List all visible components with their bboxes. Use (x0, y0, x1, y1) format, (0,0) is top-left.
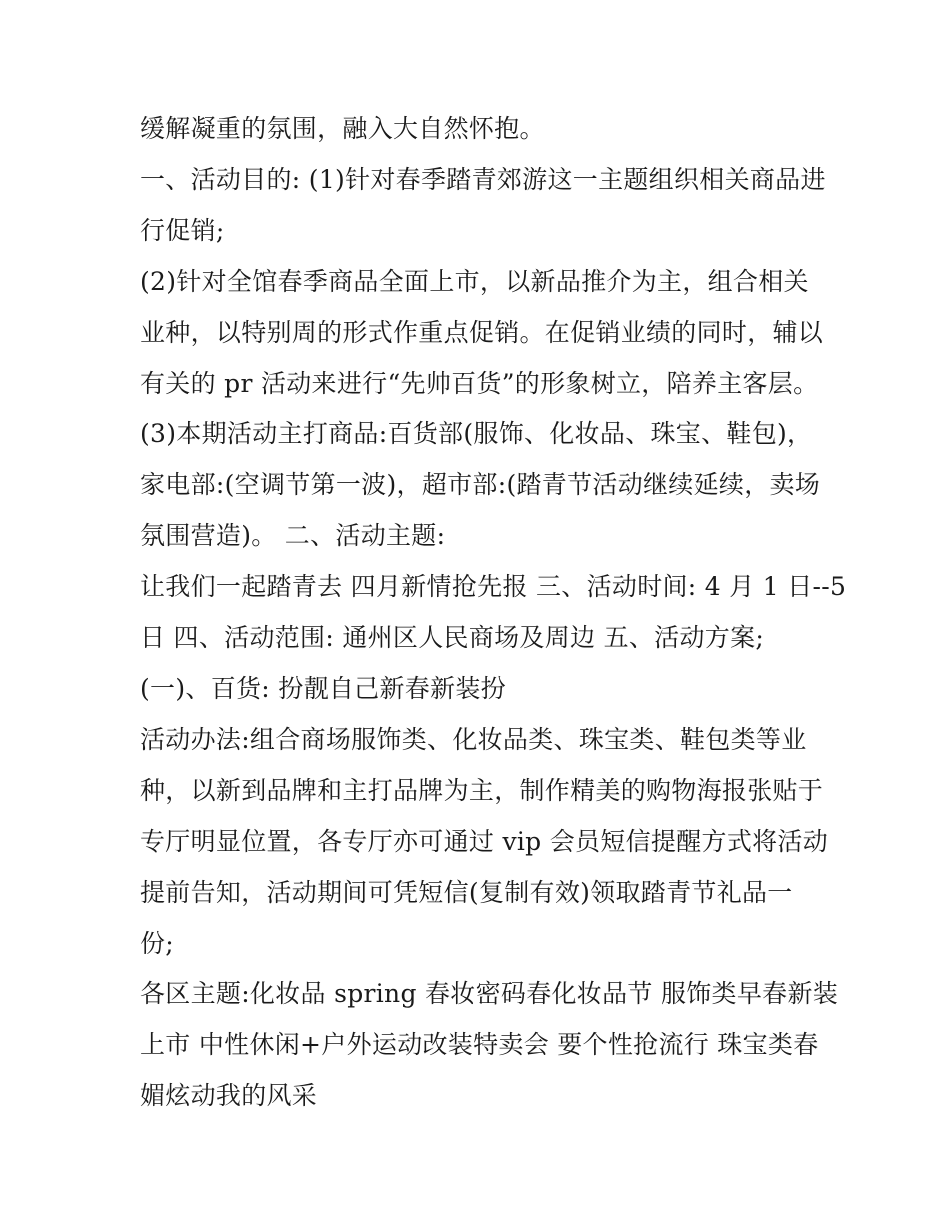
text-line: 份; (140, 928, 175, 958)
text-line: 有关的 pr 活动来进行“先帅百货”的形象树立，陪养主客层。 (140, 368, 819, 398)
text-line: (3)本期活动主打商品:百货部(服饰、化妆品、珠宝、鞋包)， (140, 419, 813, 449)
text-line: 让我们一起踏青去 四月新情抢先报 三、活动时间: 4 月 1 日--5 (140, 572, 847, 602)
text-line: 日 四、活动范围: 通州区人民商场及周边 五、活动方案; (140, 623, 765, 653)
text-line: 活动办法:组合商场服饰类、化妆品类、珠宝类、鞋包类等业 (140, 724, 807, 754)
text-line: 种，以新到品牌和主打品牌为主，制作精美的购物海报张贴于 (140, 775, 824, 805)
text-line: (2)针对全馆春季商品全面上市，以新品推介为主，组合相关 (140, 266, 809, 296)
text-line: 缓解凝重的氛围，融入大自然怀抱。 (140, 114, 545, 143)
text-line: 家电部:(空调节第一波)，超市部:(踏青节活动继续延续，卖场 (140, 470, 821, 500)
text-line: (一)、百货: 扮靓自己新春新装扮 (140, 673, 506, 703)
text-line: 一、活动目的: (1)针对春季踏青郊游这一主题组织相关商品进 (140, 164, 826, 194)
text-line: 专厅明显位置，各专厅亦可通过 vip 会员短信提醒方式将活动 (140, 826, 829, 856)
text-line: 各区主题:化妆品 spring 春妆密码春化妆品节 服饰类早春新装 (140, 979, 839, 1009)
text-line: 上市 中性休闲+户外运动改装特卖会 要个性抢流行 珠宝类春 (140, 1030, 819, 1060)
text-line: 媚炫动我的风采 (140, 1081, 318, 1111)
text-line: 业种，以特别周的形式作重点促销。在促销业绩的同时，辅以 (140, 317, 824, 347)
text-line: 提前告知，活动期间可凭短信(复制有效)领取踏青节礼品一 (140, 877, 793, 907)
document-body (140, 104, 847, 1122)
text-line: 行促销; (140, 215, 225, 245)
text-line: 氛围营造)。 二、活动主题: (140, 521, 446, 551)
